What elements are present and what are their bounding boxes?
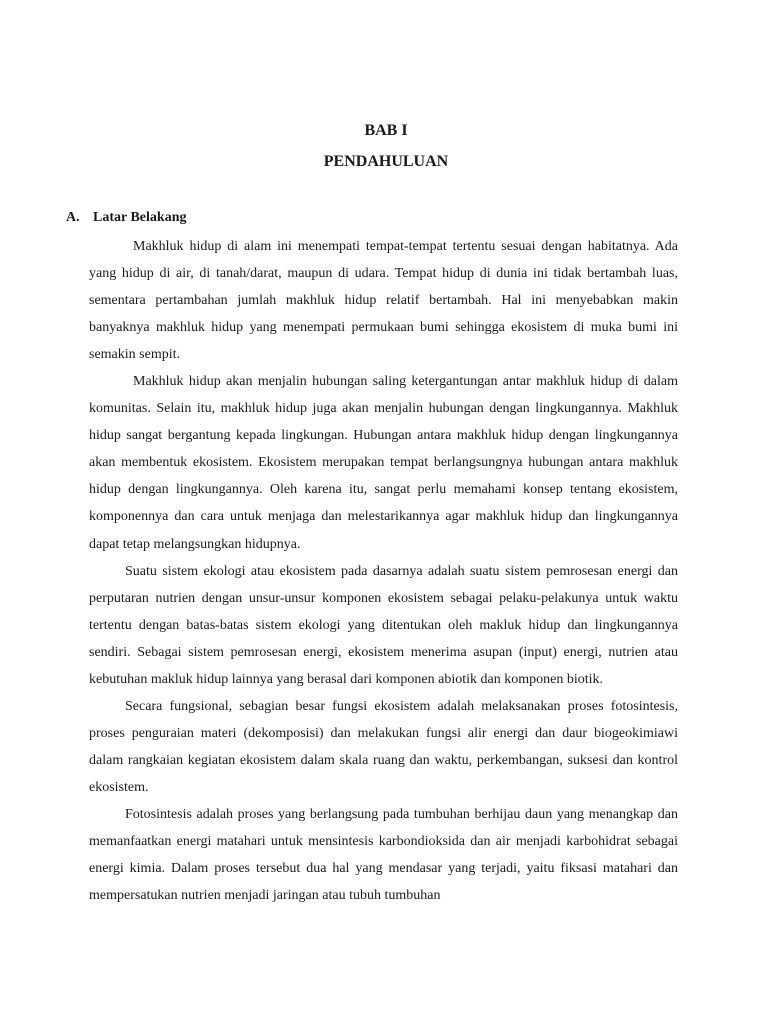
section-title: Latar Belakang xyxy=(93,210,187,225)
chapter-number: BAB I xyxy=(364,122,408,139)
paragraph: Fotosintesis adalah proses yang berlangsung pada tumbuhan berhijau daun yang menangkap dan memanfaatkan energi matahari untuk mensintesis karbondioksida dan air menjadi karbohidrat sebagai energi kimia. Dalam proses tersebut dua hal yang mendasar yang terjadi, yaitu fiksasi matahari dan mempersatukan nutrien menjadi jaringan atau tubuh tumbuhan xyxy=(89,806,678,904)
paragraph: Makhluk hidup akan menjalin hubungan saling ketergantungan antar makhluk hidup di dalam komunitas. Selain itu, makhluk hidup juga akan menjalin hubungan dengan lingkungannya. Makhluk hidup sangat bergantung kepada lingkungan. Hubungan antara makhluk hidup dengan lingkungannya akan membentuk ekosistem. Ekosistem merupakan tempat berlangsungnya hubungan antara makhluk hidup dengan lingkungannya. Oleh karena itu, sangat perlu memahami konsep tentang ekosistem, komponennya dan cara untuk menjaga dan melestarikannya agar makhluk hidup dan lingkungannya dapat tetap melangsungkan hidupnya. xyxy=(89,374,678,552)
paragraph: Secara fungsional, sebagian besar fungsi ekosistem adalah melaksanakan proses fotosintesis, proses penguraian materi (dekomposisi) dan melakukan fungsi alir energi dan daur biogeokimiawi dalam rangkaian kegiatan ekosistem dalam skala ruang dan waktu, perkembangan, suksesi dan kontrol ekosistem. xyxy=(89,698,678,795)
body-text xyxy=(89,233,678,909)
paragraph: Suatu sistem ekologi atau ekosistem pada dasarnya adalah suatu sistem pemrosesan energi dan perputaran nutrien dengan unsur-unsur komponen ekosistem sebagai pelaku-pelakunya untuk waktu tertentu dengan batas-batas sistem ekologi yang ditentukan oleh makluk hidup dan lingkungannya sendiri. Sebagai sistem pemrosesan energi, ekosistem menerima asupan (input) energi, nutrien atau kebutuhan makluk hidup lainnya yang berasal dari komponen abiotik dan komponen biotik. xyxy=(89,563,678,687)
paragraph: Makhluk hidup di alam ini menempati tempat-tempat tertentu sesuai dengan habitatnya. Ada yang hidup di air, di tanah/darat, maupun di udara. Tempat hidup di dunia ini tidak bertambah luas, sementara pertambahan jumlah makhluk hidup relatif bertambah. Hal ini menyebabkan makin banyaknya makhluk hidup yang menempati permukaan bumi sehingga ekosistem di muka bumi ini semakin sempit. xyxy=(89,239,678,363)
section-letter: A. xyxy=(66,210,80,225)
chapter-title: PENDAHULUAN xyxy=(323,153,449,170)
section-heading xyxy=(66,209,186,227)
